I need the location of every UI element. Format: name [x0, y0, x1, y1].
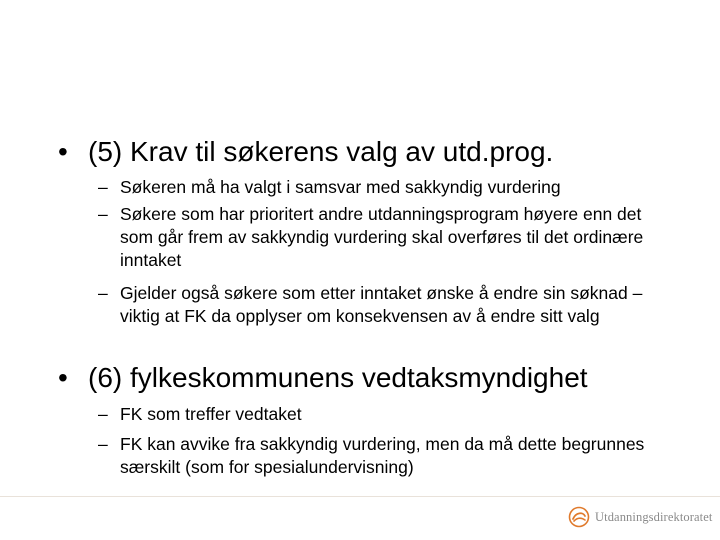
bullet-text: (6) fylkeskommunens vedtaksmyndighet	[88, 362, 588, 393]
sub-bullet-text: FK kan avvike fra sakkyndig vurdering, men da må dette begrunnes særskilt (som for spesialundervisning)	[120, 434, 645, 477]
bullet-symbol: •	[58, 136, 68, 167]
sub-bullet-symbol: –	[98, 283, 108, 303]
sub-bullet-symbol: –	[98, 177, 108, 197]
bullet-text: (5) Krav til søkerens valg av utd.prog.	[88, 136, 554, 167]
sub-bullet-item	[98, 403, 658, 426]
sub-bullet-symbol: –	[98, 404, 108, 424]
sub-bullet-text: Gjelder også søkere som etter inntaket ønske å endre sin søknad – viktig at FK da opplyser om konsekvensen av å endre sitt valg	[120, 283, 643, 326]
sub-bullet-item	[98, 282, 658, 328]
footer-divider	[0, 496, 720, 497]
sub-bullet-item	[98, 203, 658, 272]
bullet-symbol: •	[58, 362, 68, 393]
sub-bullet-text: Søkeren må ha valgt i samsvar med sakkyndig vurdering	[120, 177, 561, 197]
sub-bullet-item	[98, 433, 658, 479]
sub-bullet-symbol: –	[98, 204, 108, 224]
logo-text: Utdanningsdirektoratet	[595, 509, 713, 524]
sub-bullet-text: FK som treffer vedtaket	[120, 404, 302, 424]
sub-bullet-text: Søkere som har prioritert andre utdanningsprogram høyere enn det som går frem av sakkyndig vurdering skal overføres til det ordinære inntaket	[120, 204, 644, 270]
sub-bullet-symbol: –	[98, 434, 108, 454]
udir-swirl-icon	[568, 506, 590, 528]
footer-logo	[568, 505, 712, 529]
sub-bullet-item	[98, 176, 658, 199]
